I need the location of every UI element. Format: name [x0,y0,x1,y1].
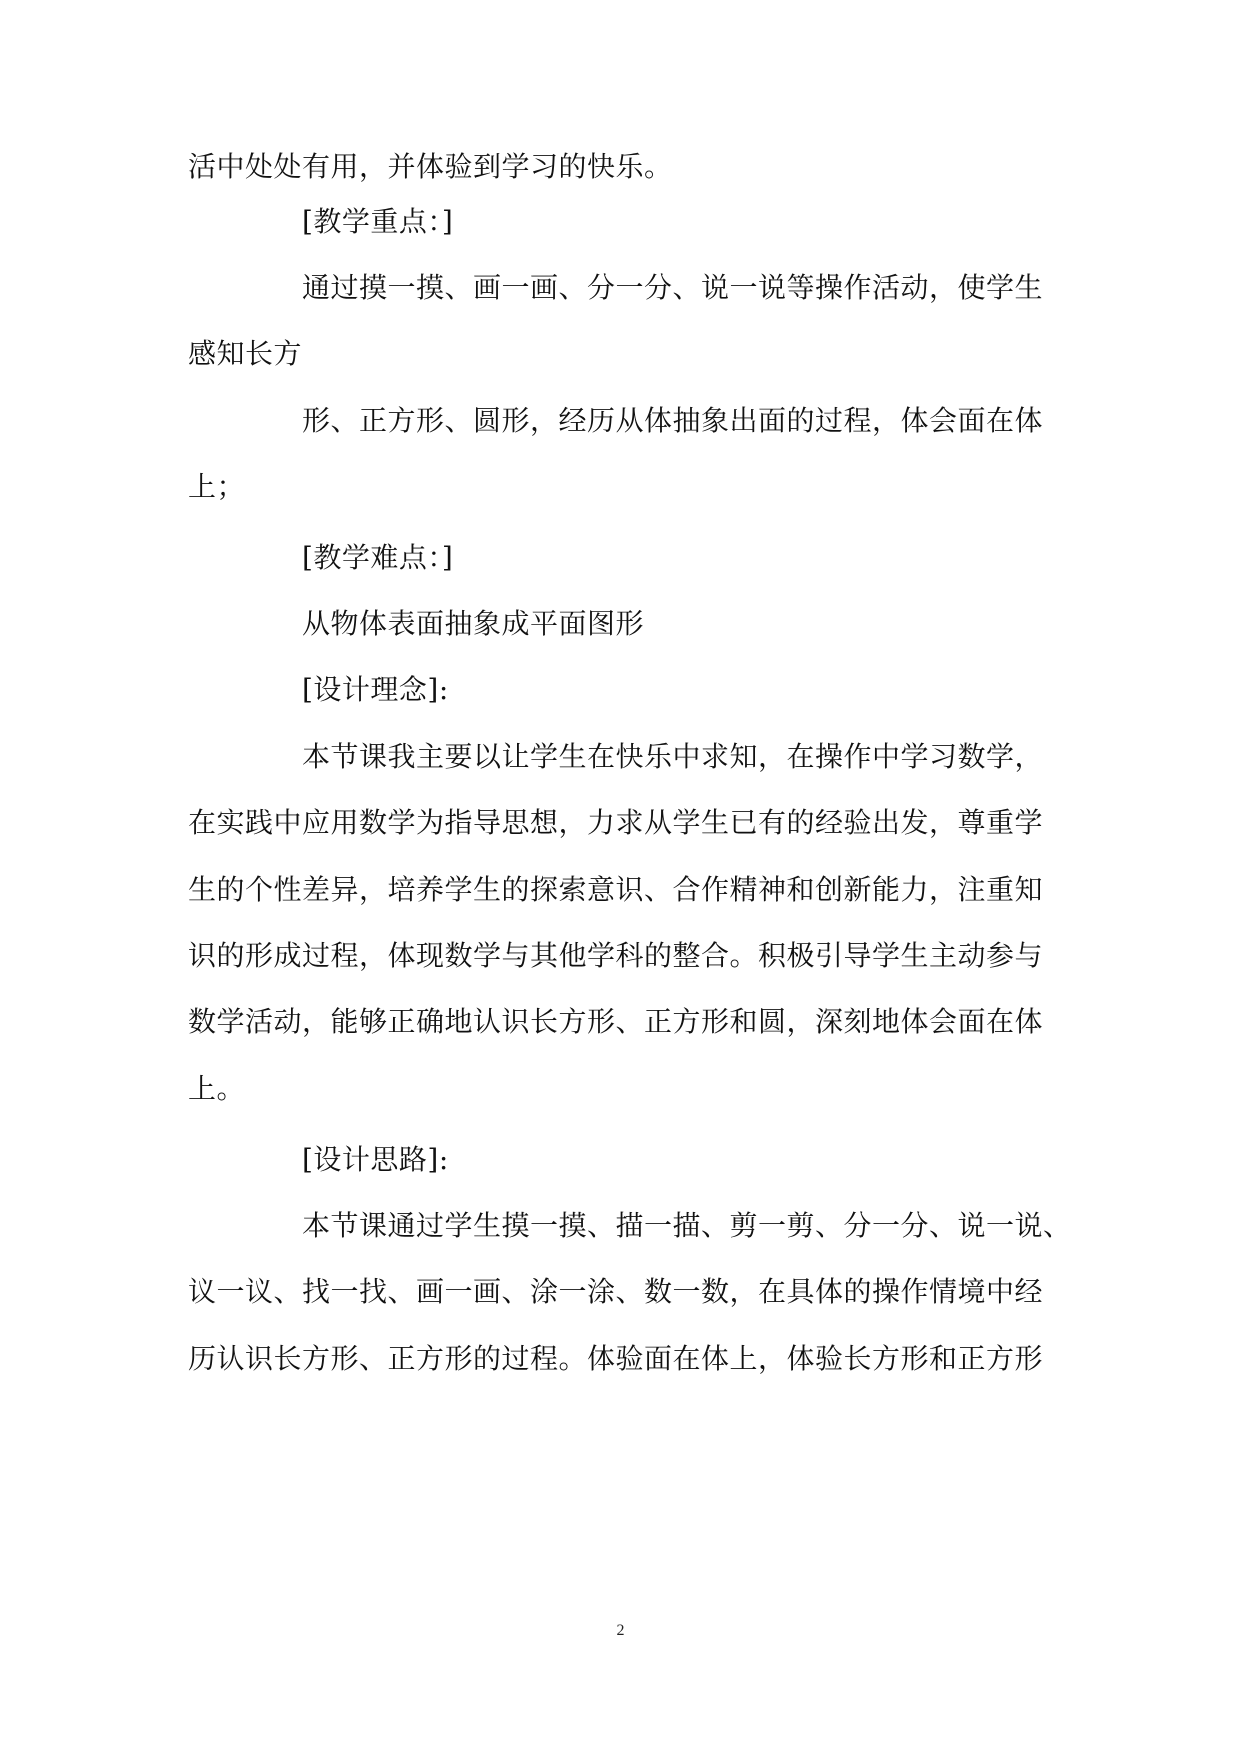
text-line: 生的个性差异，培养学生的探索意识、合作精神和创新能力，注重知 [188,873,1044,906]
section-heading-key-points: [教学重点：] [302,205,454,238]
text-line: 本节课通过学生摸一摸、描一描、剪一剪、分一分、说一说、 [302,1209,1072,1242]
section-heading-difficulties: [教学难点：] [302,541,454,574]
text-line: 感知长方 [188,337,303,370]
text-line: 历认识长方形、正方形的过程。体验面在体上，体验长方形和正方形 [188,1342,1044,1375]
text-line: 形、正方形、圆形，经历从体抽象出面的过程，体会面在体 [302,404,1044,437]
text-line: 数学活动，能够正确地认识长方形、正方形和圆，深刻地体会面在体 [188,1005,1044,1038]
text-line: 从物体表面抽象成平面图形 [302,607,645,640]
text-line: 通过摸一摸、画一画、分一分、说一说等操作活动，使学生 [302,271,1044,304]
text-line: 上； [188,470,246,503]
text-line: 上。 [188,1072,246,1105]
text-line: 在实践中应用数学为指导思想，力求从学生已有的经验出发，尊重学 [188,806,1044,839]
page-number: 2 [616,1622,625,1639]
section-heading-design-approach: [设计思路]: [302,1143,449,1176]
text-line: 议一议、找一找、画一画、涂一涂、数一数，在具体的操作情境中经 [188,1275,1044,1308]
text-line: 活中处处有用，并体验到学习的快乐。 [188,150,673,183]
text-line: 本节课我主要以让学生在快乐中求知，在操作中学习数学， [302,740,1044,773]
text-line: 识的形成过程，体现数学与其他学科的整合。积极引导学生主动参与 [188,939,1044,972]
section-heading-design-concept: [设计理念]: [302,673,449,706]
